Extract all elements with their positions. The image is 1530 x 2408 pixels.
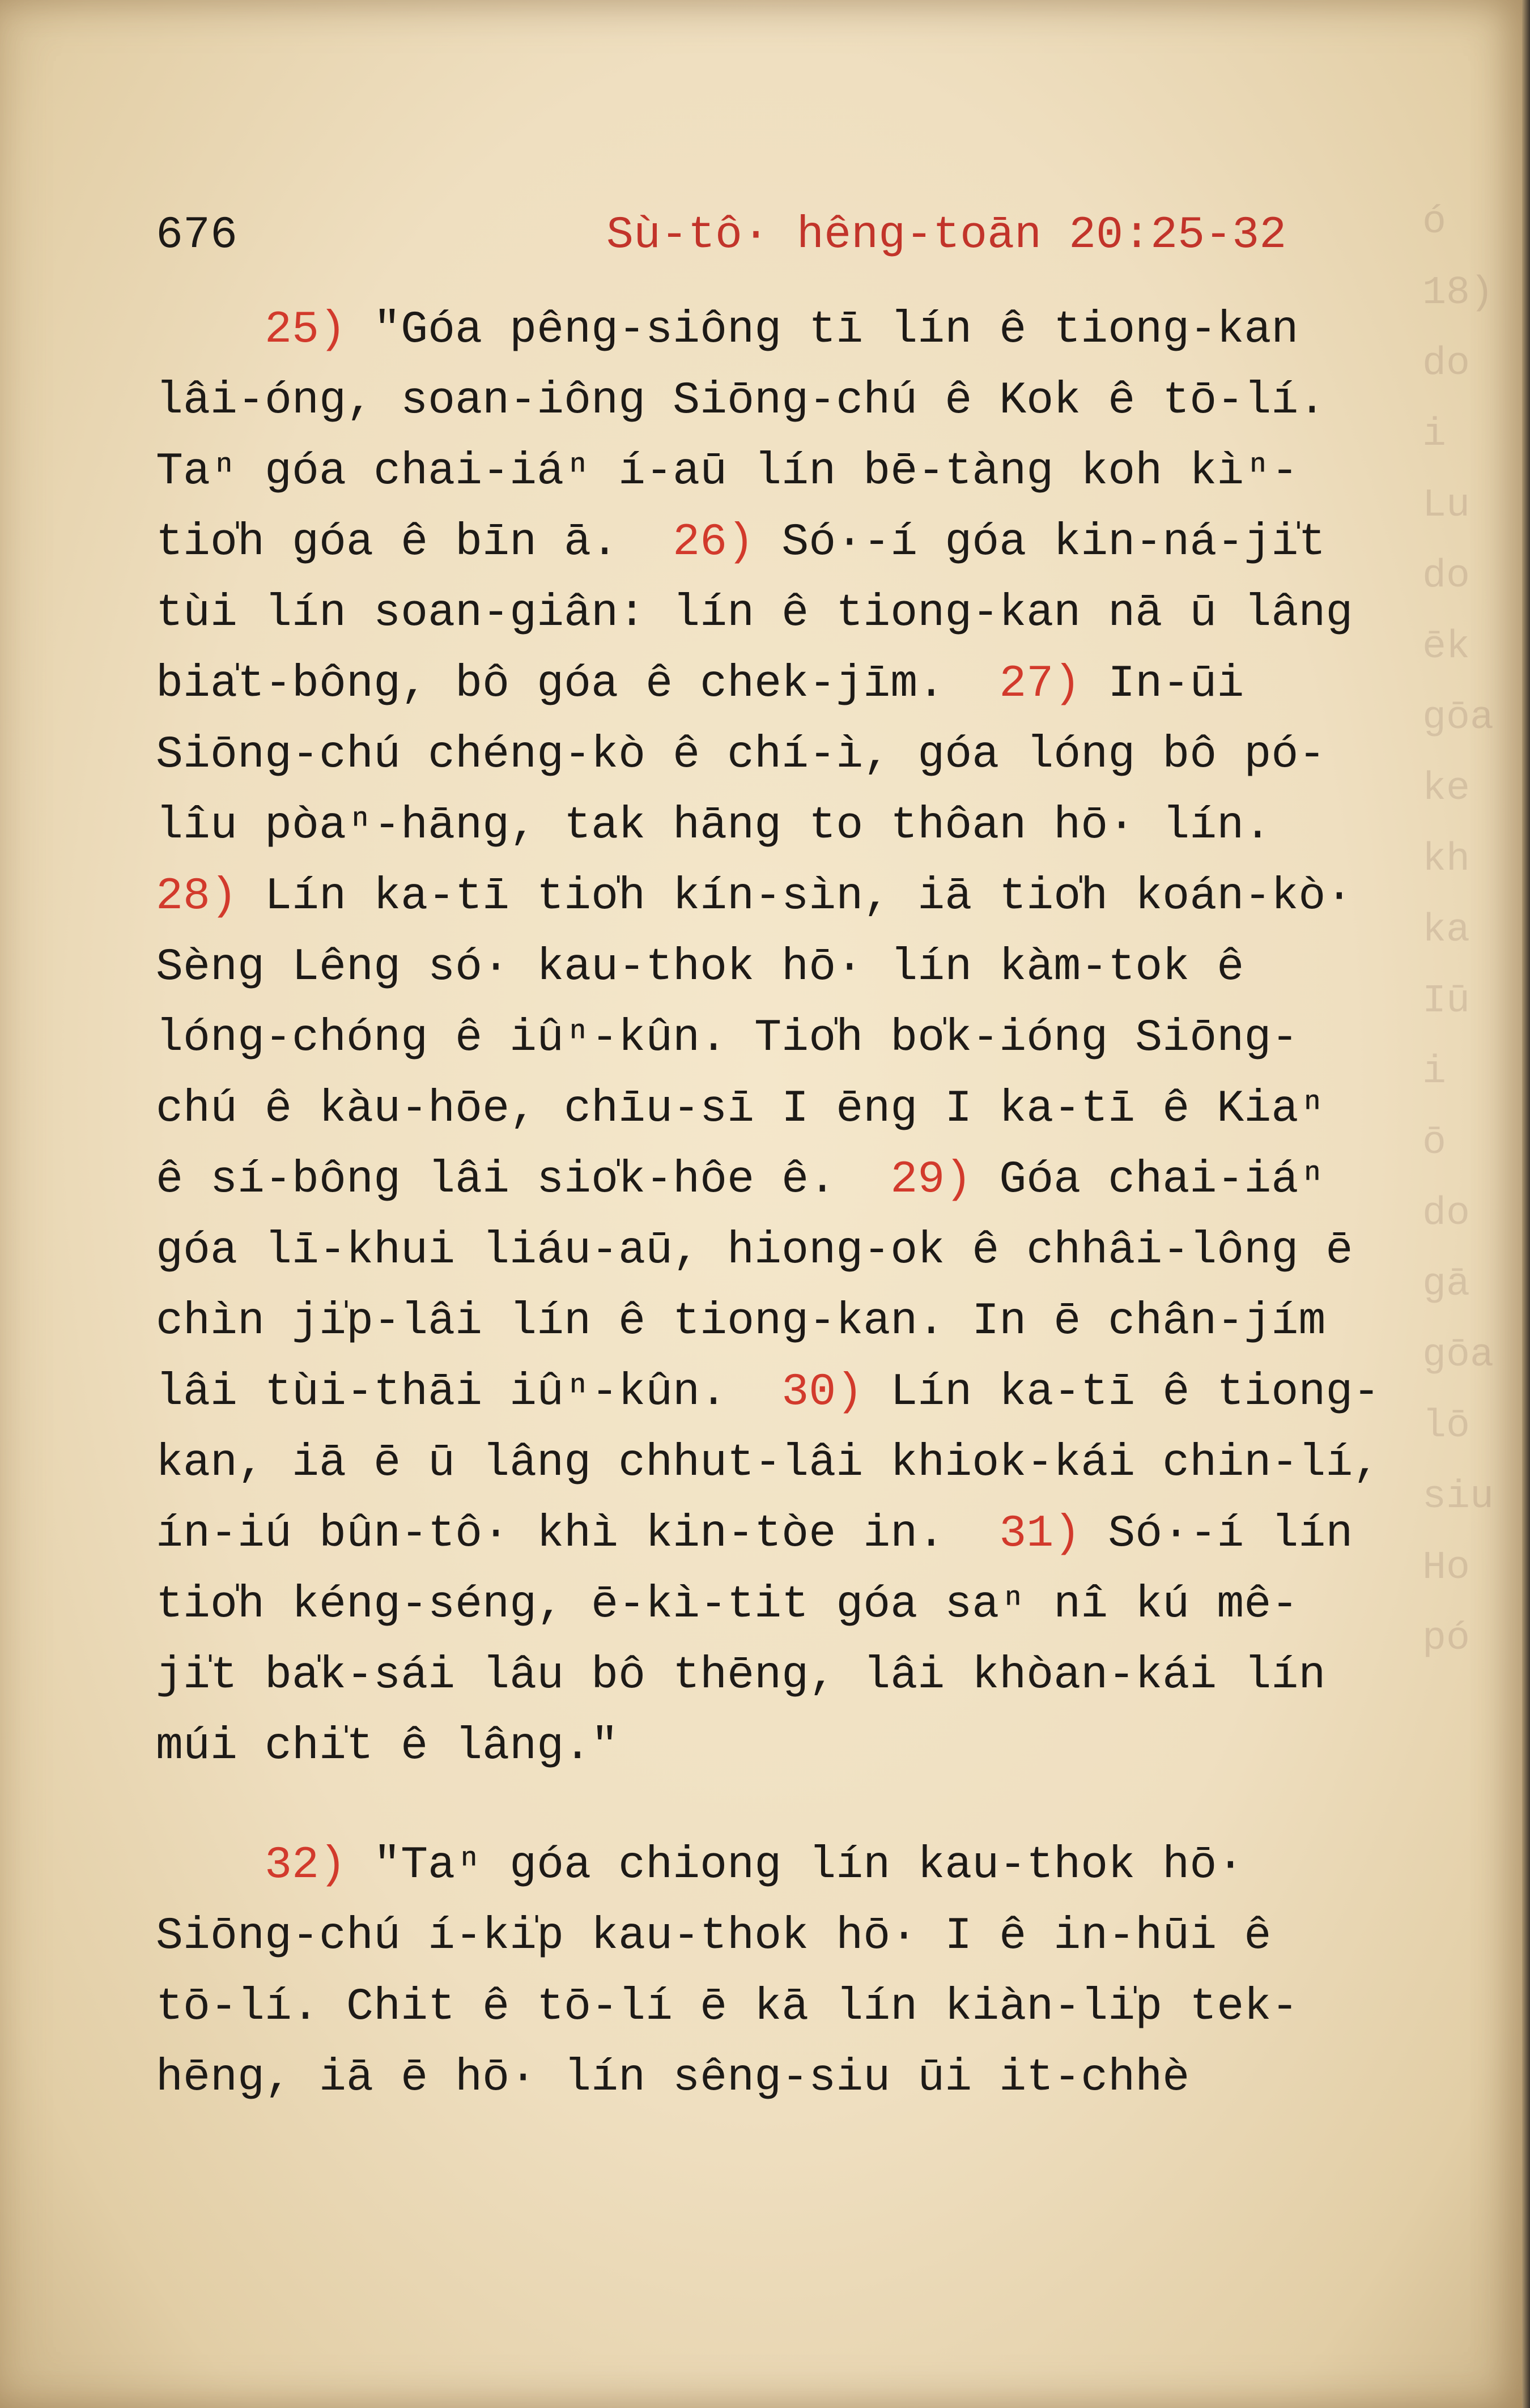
line-text: Góa chai-iáⁿ [999,1154,1326,1206]
line-text: chìn ji̍p-lâi lín ê tiong-kan. In ē chân-jím [156,1296,1326,1347]
verse-number: 31) [999,1508,1081,1560]
text-line [156,507,1431,578]
text-line [156,1286,1431,1357]
text-line [156,1357,1431,1428]
running-title: Sù-tô· hêng-toān 20:25-32 [606,210,1287,261]
line-text: Sèng Lêng só· kau-thok hō· lín kàm-tok ê [156,942,1244,993]
verse-number: 32) [265,1840,347,1891]
text-line [156,436,1431,507]
text-line [156,720,1431,790]
text-line [156,1711,1431,1782]
line-text: "Taⁿ góa chiong lín kau-thok hō· [373,1840,1244,1891]
line-text: In-ūi [1108,658,1244,710]
text-line [156,1901,1431,1972]
page-header [156,210,1323,266]
line-text: bia̍t-bông, bô góa ê chek-jīm. [156,658,945,710]
text-line [156,1145,1431,1215]
line-text: Lín ka-tī ê tiong- [890,1367,1380,1418]
line-text: chú ê kàu-hōe, chīu-sī I ēng I ka-tī ê Kiaⁿ [156,1083,1326,1135]
paragraph-gap [156,1782,1431,1830]
line-text: Siōng-chú chéng-kò ê chí-ì, góa lóng bô pó- [156,729,1326,781]
line-text: tō-lí. Chit ê tō-lí ē kā lín kiàn-li̍p tek- [156,1981,1299,2033]
text-line [156,1428,1431,1499]
text-line [156,1640,1431,1711]
text-line [156,649,1431,720]
bleed-through-text: ó 18) do i Lu do ēk gōa ke kh ka Iū i ō do gā gōa lō siu Ho pó [1422,200,1494,1661]
line-text: tio̍h góa ê bīn ā. [156,517,619,568]
scripture-text [156,295,1431,2113]
text-line [156,578,1431,649]
text-line [156,1830,1431,1901]
text-line [156,1569,1431,1640]
line-text: lîu pòaⁿ-hāng, tak hāng to thôan hō· lín. [156,800,1272,852]
line-text: Só·-í góa kin-ná-ji̍t [781,517,1326,568]
line-text: góa lī-khui liáu-aū, hiong-ok ê chhâi-lông ē [156,1225,1353,1277]
page-edge-shadow [1522,0,1530,2408]
text-line [156,790,1431,861]
verse-number: 28) [156,871,238,922]
line-text: tio̍h kéng-séng, ē-kì-tit góa saⁿ nî kú mê- [156,1579,1299,1631]
line-text: Lín ka-tī tio̍h kín-sìn, iā tio̍h koán-kò· [265,871,1353,922]
line-text: lóng-chóng ê iûⁿ-kûn. Tio̍h bo̍k-ióng Siōng- [156,1012,1299,1064]
verse-number: 27) [999,658,1081,710]
line-text: Só·-í lín [1108,1508,1353,1560]
text-line [156,1215,1431,1286]
verse-number: 30) [781,1367,864,1418]
page-number: 676 [156,210,238,261]
line-text: "Góa pêng-siông tī lín ê tiong-kan [373,304,1299,356]
line-text: Siōng-chú í-ki̍p kau-thok hō· I ê in-hūi ê [156,1911,1272,1962]
line-text: Taⁿ góa chai-iáⁿ í-aū lín bē-tàng koh kìⁿ- [156,446,1299,497]
line-text: ê sí-bông lâi sio̍k-hôe ê. [156,1154,836,1206]
text-line [156,365,1431,436]
text-line [156,932,1431,1003]
text-line [156,1499,1431,1569]
verse-number: 25) [265,304,347,356]
line-text: tùi lín soan-giân: lín ê tiong-kan nā ū lâng [156,588,1353,639]
line-text: lâi-óng, soan-iông Siōng-chú ê Kok ê tō-lí. [156,375,1326,427]
line-text: lâi tùi-thāi iûⁿ-kûn. [156,1367,728,1418]
verse-number: 26) [673,517,755,568]
line-text: hēng, iā ē hō· lín sêng-siu ūi it-chhè [156,2052,1190,2104]
line-text: ji̍t ba̍k-sái lâu bô thēng, lâi khòan-kái lín [156,1650,1326,1701]
text-line [156,1003,1431,1074]
text-line [156,2043,1431,2113]
text-line [156,861,1431,932]
text-line [156,1972,1431,2043]
verse-number: 29) [890,1154,972,1206]
text-line [156,295,1431,365]
line-text: kan, iā ē ū lâng chhut-lâi khiok-kái chin-lí, [156,1437,1380,1489]
line-text: ín-iú bûn-tô· khì kin-tòe in. [156,1508,945,1560]
line-text: múi chi̍t ê lâng." [156,1721,619,1772]
text-line [156,1074,1431,1145]
